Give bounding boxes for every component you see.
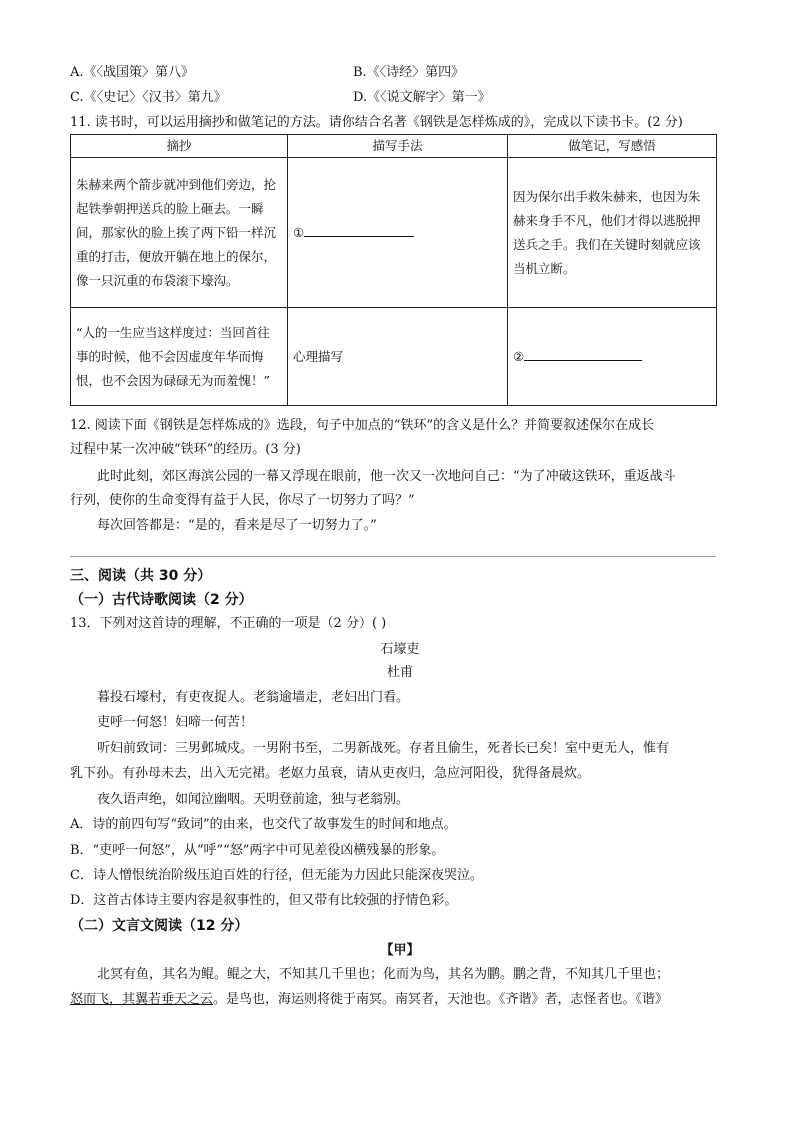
row1-method-cell <box>288 158 508 308</box>
row2-note-cell <box>508 308 717 406</box>
reading-card-table <box>70 134 717 406</box>
classical-line-1: 北冥有鱼，其名为鲲。鲲之大，不知其几千里也；化而为鸟，其名为鹏。鹏之背，不知其几千里也； <box>97 967 670 982</box>
poem-line-1: 暮投石壕村，有吏夜捉人。老翁逾墙走，老妇出门看。 <box>97 690 410 705</box>
poem-line-3: 听妇前致词：三男邺城戍。一男附书至，二男新战死。存者且偷生，死者长已矣！室中更无人，惟有 <box>97 741 670 756</box>
passage-jia-label: 【甲】 <box>380 943 420 958</box>
classical-line-2 <box>70 991 668 1009</box>
classical-line-2-rest: 。是鸟也，海运则将徙于南冥。南冥者，天池也。《齐谐》者，志怪者也。《谐》 <box>213 992 669 1007</box>
row2-method: 心理描写 <box>288 308 508 406</box>
option-d: D.《〈说文解字〉第一》 <box>353 90 491 105</box>
option-b: B.《〈诗经〉第四》 <box>353 65 465 80</box>
q13-option-b: B．“吏呼一何怒”，从“呼”“怒”两字中可见差役凶横残暴的形象。 <box>70 843 445 858</box>
row1-note: 因为保尔出手救朱赫来，也因为朱赫来身手不凡，他们才得以逃脱押送兵之手。我们在关键时刻就应该当机立断。 <box>508 158 717 308</box>
subsection-poetry-title: （一）古代诗歌阅读（2 分） <box>70 592 253 608</box>
row2-excerpt: “人的一生应当这样度过：当回首往事的时候，他不会因虚度年华而悔恨，也不会因为碌碌无为而羞愧！” <box>71 308 288 406</box>
q12-stem-1: 12. 阅读下面《钢铁是怎样炼成的》选段，句子中加点的“铁环”的含义是什么？并简要叙述保尔在成长 <box>70 418 655 433</box>
q13-option-a: A．诗的前四句写“致词”的由来，也交代了故事发生的时间和地点。 <box>70 817 457 832</box>
poem-line-5: 夜久语声绝，如闻泣幽咽。天明登前途，独与老翁别。 <box>97 792 410 807</box>
q12-passage-2: 行列，使你的生命变得有益于人民，你尽了一切努力了吗？” <box>70 493 415 508</box>
q13-option-d: D．这首古体诗主要内容是叙事性的，但又带有比较强的抒情色彩。 <box>70 893 458 908</box>
option-a: A.《〈战国策〉第八》 <box>70 65 195 80</box>
blank-marker-1: ① <box>293 224 305 240</box>
poem-line-2: 吏呼一何怒！妇啼一何苦！ <box>97 715 254 730</box>
q12-passage-1: 此时此刻，郊区海滨公园的一幕又浮现在眼前，他一次又一次地问自己：“为了冲破这铁环，重返战斗 <box>97 469 676 484</box>
section-divider <box>70 556 716 557</box>
poem-author: 杜甫 <box>386 665 413 680</box>
q11-stem: 11. 读书时，可以运用摘抄和做笔记的方法。请你结合名著《钢铁是怎样炼成的》，完成以下读书卡。(2 分) <box>70 115 683 130</box>
option-c: C.《〈史记〉〈汉书〉第九》 <box>70 90 227 105</box>
header-excerpt: 摘抄 <box>71 135 288 158</box>
q12-passage-3: 每次回答都是：“是的，看来是尽了一切努力了。” <box>97 518 377 533</box>
header-note: 做笔记，写感悟 <box>508 135 717 158</box>
q12-stem-2: 过程中某一次冲破“铁环”的经历。(3 分) <box>70 442 301 457</box>
q13-option-c: C．诗人憎恨统治阶级压迫百姓的行径，但无能为力因此只能深夜哭泣。 <box>70 868 483 883</box>
row1-excerpt: 朱赫来两个箭步就冲到他们旁边，抡起铁拳朝押送兵的脸上砸去。一瞬间，那家伙的脸上挨了两下铅一样沉重的打击，便放开躺在地上的保尔，像一只沉重的布袋滚下壕沟。 <box>71 158 288 308</box>
poem-title: 石壕吏 <box>380 642 420 657</box>
header-method: 描写手法 <box>288 135 508 158</box>
underlined-sentence: 怒而飞，其翼若垂天之云 <box>70 992 214 1007</box>
answer-blank-1[interactable] <box>304 222 414 237</box>
subsection-classical-title: （二）文言文阅读（12 分） <box>70 918 249 934</box>
q13-stem: 13．下列对这首诗的理解，不正确的一项是（2 分）( ) <box>70 616 387 631</box>
section3-title: 三、阅读（共 30 分） <box>70 568 212 584</box>
answer-blank-2[interactable] <box>524 346 642 361</box>
blank-marker-2: ② <box>513 348 525 364</box>
poem-line-4: 乳下孙。有孙母未去，出入无完裙。老妪力虽衰，请从吏夜归，急应河阳役，犹得备晨炊。 <box>70 766 591 781</box>
